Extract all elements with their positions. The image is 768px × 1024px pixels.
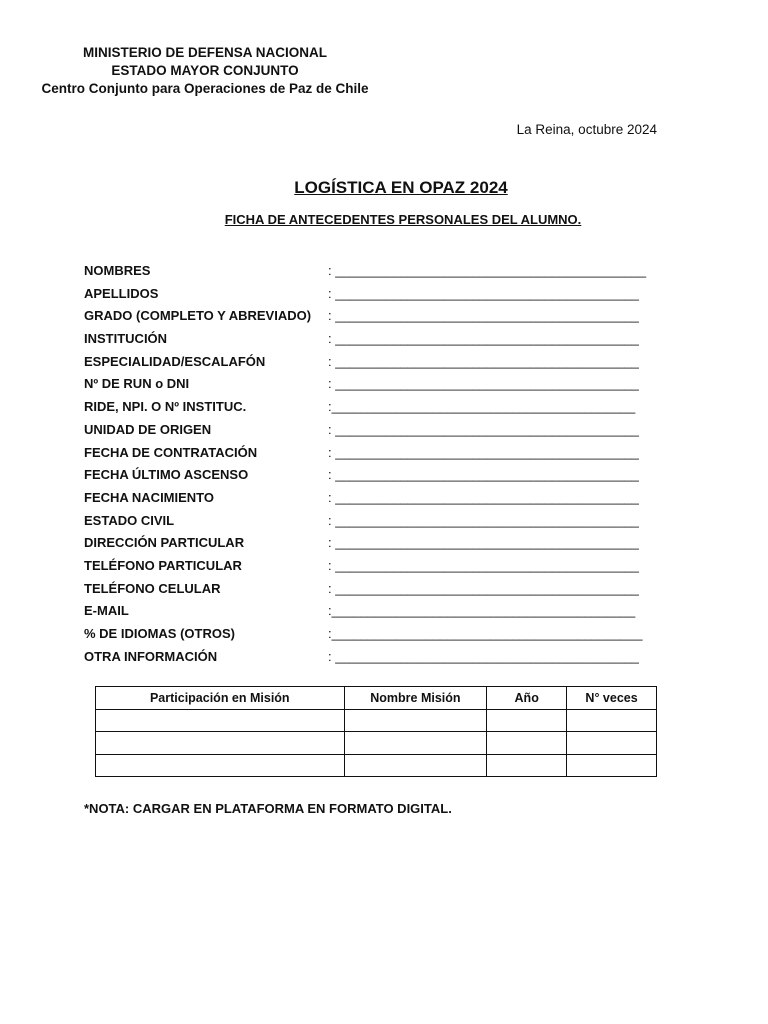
table-cell[interactable]: [344, 709, 487, 732]
table-cell[interactable]: [487, 754, 567, 777]
field-blank[interactable]: :__________________________________________: [328, 603, 636, 619]
table-cell[interactable]: [96, 754, 345, 777]
document-title: LOGÍSTICA EN OPAZ 2024: [294, 178, 508, 197]
table-cell[interactable]: [487, 732, 567, 755]
table-cell[interactable]: [567, 754, 657, 777]
field-especialidad[interactable]: [84, 354, 674, 377]
field-telefono-particular[interactable]: [84, 558, 674, 581]
field-fecha-ascenso[interactable]: [84, 467, 674, 490]
column-header-participacion: Participación en Misión: [96, 687, 345, 710]
field-blank[interactable]: : __________________________________________: [328, 376, 639, 392]
field-blank[interactable]: :__________________________________________: [328, 399, 636, 415]
field-blank[interactable]: :___________________________________________: [328, 626, 643, 641]
field-idiomas[interactable]: [84, 626, 674, 649]
field-label: DIRECCIÓN PARTICULAR: [84, 535, 245, 551]
field-label: NOMBRES: [84, 263, 151, 278]
field-label: APELLIDOS: [84, 285, 159, 301]
field-institucion[interactable]: [84, 331, 674, 354]
field-fecha-contratacion[interactable]: [84, 445, 674, 468]
table-row: [96, 754, 657, 777]
field-blank[interactable]: : __________________________________________: [328, 421, 639, 437]
field-label: TELÉFONO PARTICULAR: [84, 557, 242, 573]
document-date: La Reina, octubre 2024: [516, 122, 657, 137]
field-blank[interactable]: : __________________________________________: [328, 535, 639, 551]
field-blank[interactable]: : __________________________________________: [328, 512, 639, 528]
field-estado-civil[interactable]: [84, 513, 674, 536]
field-label: INSTITUCIÓN: [84, 331, 168, 347]
table-cell[interactable]: [344, 754, 487, 777]
field-label: FECHA ÚLTIMO ASCENSO: [84, 467, 249, 483]
upload-note: *NOTA: CARGAR EN PLATAFORMA EN FORMATO DIGITAL.: [84, 801, 452, 816]
field-unidad-origen[interactable]: [84, 422, 674, 445]
field-apellidos[interactable]: [84, 286, 674, 309]
table-row: [96, 732, 657, 755]
field-email[interactable]: [84, 603, 674, 626]
field-nombres[interactable]: [84, 263, 674, 286]
table-cell[interactable]: [344, 732, 487, 755]
table-cell[interactable]: [96, 709, 345, 732]
field-blank[interactable]: : __________________________________________: [328, 331, 639, 347]
field-label: TELÉFONO CELULAR: [84, 580, 221, 596]
field-label: UNIDAD DE ORIGEN: [84, 421, 212, 437]
field-blank[interactable]: : __________________________________________: [328, 648, 639, 664]
column-header-ano: Año: [487, 687, 567, 710]
field-label: ESTADO CIVIL: [84, 512, 175, 528]
field-label: E-MAIL: [84, 603, 129, 619]
ministry-name: MINISTERIO DE DEFENSA NACIONAL: [82, 45, 327, 60]
column-header-nombre-mision: Nombre Misión: [344, 687, 487, 710]
table-cell[interactable]: [567, 732, 657, 755]
field-blank[interactable]: : __________________________________________: [328, 308, 639, 324]
letterhead: [0, 44, 410, 98]
table-cell[interactable]: [487, 709, 567, 732]
field-label: RIDE, NPI. O Nº INSTITUC.: [84, 399, 247, 415]
table-row: [96, 709, 657, 732]
document-subtitle: FICHA DE ANTECEDENTES PERSONALES DEL ALUMNO.: [224, 212, 582, 227]
table-cell[interactable]: [96, 732, 345, 755]
field-blank[interactable]: : __________________________________________: [328, 580, 639, 596]
field-label: FECHA DE CONTRATACIÓN: [84, 444, 258, 460]
field-label: FECHA NACIMIENTO: [84, 489, 214, 505]
field-fecha-nacimiento[interactable]: [84, 490, 674, 513]
center-name: Centro Conjunto para Operaciones de Paz de Chile: [41, 81, 369, 96]
field-blank[interactable]: : __________________________________________: [328, 557, 639, 573]
table-header-row: [96, 687, 657, 710]
field-label: ESPECIALIDAD/ESCALAFÓN: [84, 353, 266, 369]
field-ride-npi[interactable]: [84, 399, 674, 422]
mission-participation-table: [95, 686, 657, 777]
table-cell[interactable]: [567, 709, 657, 732]
staff-name: ESTADO MAYOR CONJUNTO: [111, 63, 299, 78]
field-label: % DE IDIOMAS (OTROS): [84, 626, 235, 641]
personal-data-form: [84, 263, 674, 671]
field-otra-informacion[interactable]: [84, 649, 674, 672]
field-label: OTRA INFORMACIÓN: [84, 648, 218, 664]
field-blank[interactable]: : ___________________________________________: [328, 263, 647, 278]
field-telefono-celular[interactable]: [84, 581, 674, 604]
field-label: GRADO (COMPLETO Y ABREVIADO): [84, 308, 312, 324]
column-header-veces: N° veces: [567, 687, 657, 710]
field-blank[interactable]: : __________________________________________: [328, 353, 639, 369]
field-run-dni[interactable]: [84, 376, 674, 399]
field-grado[interactable]: [84, 308, 674, 331]
field-blank[interactable]: : __________________________________________: [328, 489, 639, 505]
field-direccion[interactable]: [84, 535, 674, 558]
field-blank[interactable]: : __________________________________________: [328, 285, 639, 301]
field-blank[interactable]: : __________________________________________: [328, 444, 639, 460]
field-label: Nº DE RUN o DNI: [84, 376, 190, 392]
field-blank[interactable]: : __________________________________________: [328, 467, 639, 483]
